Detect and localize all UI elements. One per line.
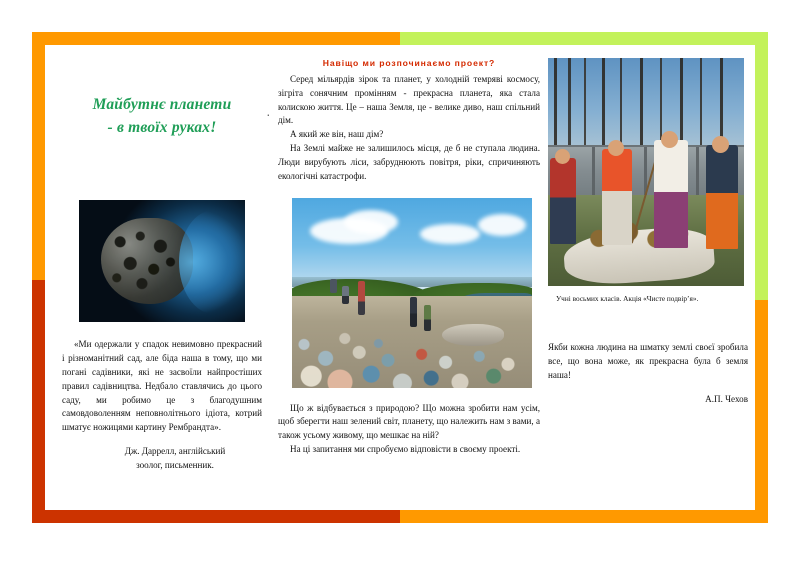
earth-glow [179, 210, 245, 314]
center-paragraph-2: А який же він, наш дім? [290, 129, 384, 140]
cloud-icon [478, 214, 526, 236]
center-paragraph-5: На ці запитання ми спробуємо відповісти в своєму проекті. [290, 443, 521, 454]
frame-bar-bottom-right [400, 510, 768, 523]
right-column [548, 58, 748, 404]
section-heading: Навіщо ми розпочинаємо проект? [322, 58, 496, 68]
litter-person [358, 281, 365, 315]
center-paragraph-1: Серед мільярдів зірок та планет, у холодній темряві космосу, зігріта сонячним промінням - прекрасна планета, яка стала колискою життя. Це – наша Земля, це - велике диво, наш спільний дім. [278, 74, 540, 126]
frame-bar-right-upper [755, 32, 768, 300]
center-column [278, 58, 540, 457]
center-paragraph-4: Що ж відбувається з природою? Що можна зробити нам усім, щоб зберегти наш зелений світ, планету, що належить нам з вами, а також усьому живому, що мешкає на ній? [278, 402, 540, 441]
earth-globe-photo [79, 200, 245, 322]
frame-bar-right-lower [755, 300, 768, 523]
darrell-attribution [62, 444, 262, 472]
kids-child [550, 158, 576, 244]
litter-person [410, 297, 417, 327]
cloud-icon [344, 210, 398, 234]
cloud-icon [420, 224, 480, 244]
title-small-mark: . [267, 108, 270, 118]
left-column [62, 58, 270, 472]
kids-child [602, 149, 632, 245]
litter-person [342, 286, 349, 304]
kids-child-head [712, 136, 729, 153]
beach-litter-photo [292, 198, 532, 388]
darrell-quote: «Ми одержали у спадок невимовно прекрасний і різноманітний сад, але біда наша в тому, що ми погані садівники, які не засвоїли найпростіших правил садівництва. Недбало ставлячись до цього саду, ми робимо це з благодушним самовдоволенням неповнолітнього ідіота, котрий шматує ножицями картину Рембрандта». [62, 339, 262, 433]
chekhov-quote: Якби кожна людина на шматку землі своєї зробила все, що вона може, як прекрасна була б земля наша! [548, 341, 748, 380]
litter-carcass [442, 324, 504, 346]
frame-bar-left-upper [32, 32, 45, 280]
page-title-line1: Майбутнє планети [92, 96, 232, 114]
kids-child [706, 145, 738, 249]
chekhov-attribution: А.П. Чехов [705, 394, 748, 405]
page-title [62, 72, 270, 184]
darrell-attribution-line1: Дж. Даррелл, англійський [124, 446, 226, 457]
frame-bar-top-left [32, 32, 400, 45]
litter-person [424, 305, 431, 331]
darrell-attribution-line2: зоолог, письменник. [136, 460, 214, 471]
page-title-line2: - в твоїх руках! [107, 118, 217, 136]
frame-bar-left-lower [32, 280, 45, 523]
frame-bar-bottom-left [32, 510, 400, 523]
kids-trees [548, 58, 744, 149]
kids-child [654, 140, 688, 248]
kids-child-head [661, 131, 678, 148]
photo-caption: Учні восьмих класів. Акція «Чисте подвір’я». [556, 294, 699, 303]
frame-bar-top-right [400, 32, 768, 45]
center-paragraph-3: На Землі майже не залишилось місця, де б не ступала людина. Люди вирубують ліси, забруднюють повітря, ріки, спричиняють екологічні катастрофи. [278, 143, 540, 181]
kids-child-head [608, 140, 624, 156]
schoolchildren-cleanup-photo [548, 58, 744, 286]
litter-person [330, 279, 337, 293]
